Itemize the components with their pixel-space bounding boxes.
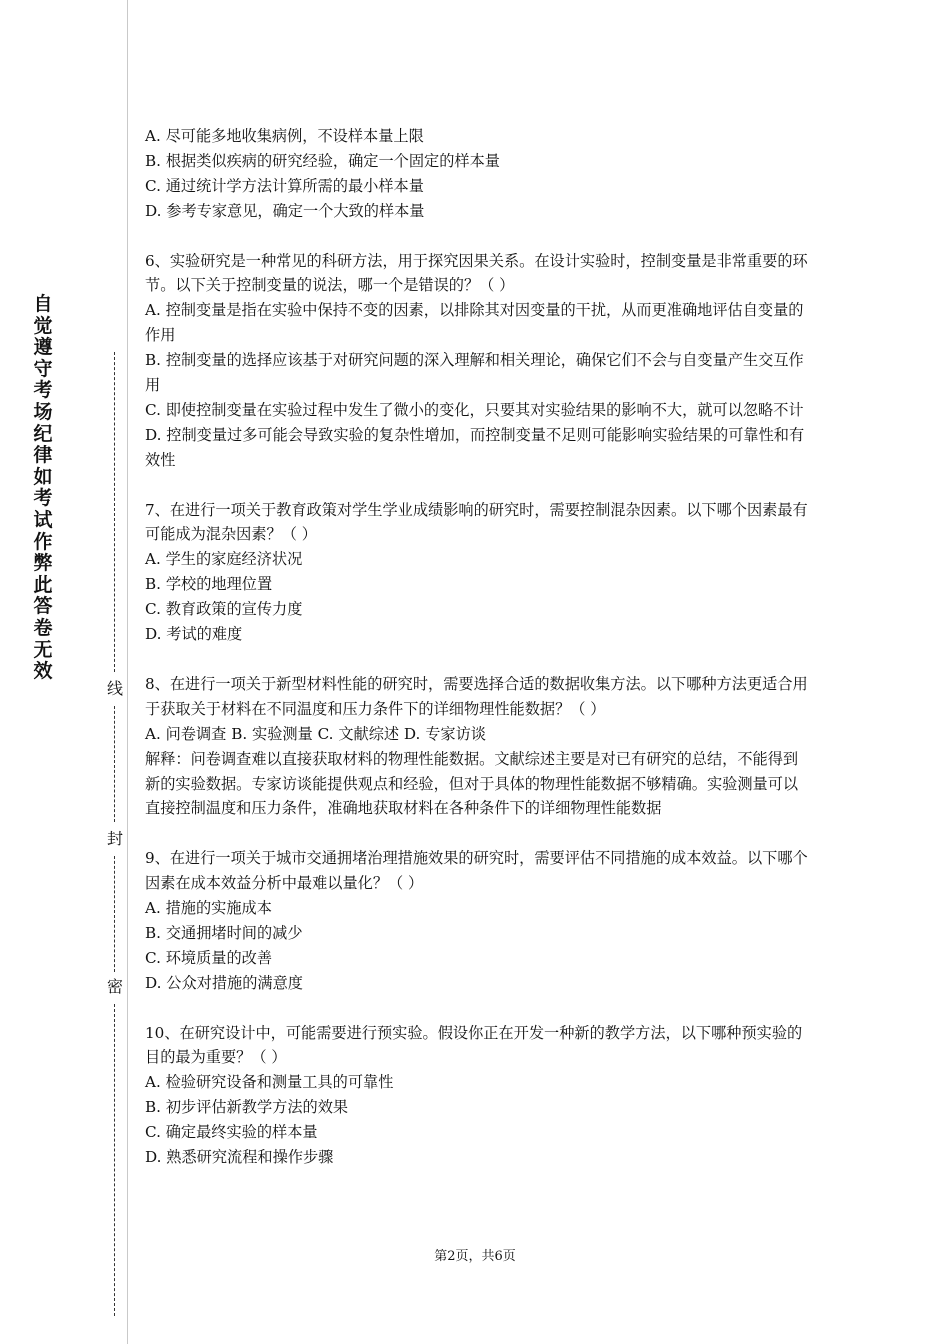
q6-option-d: D. 控制变量过多可能会导致实验的复杂性增加，而控制变量不足则可能影响实验结果的可靠性和有效性 <box>145 425 805 469</box>
question-content <box>145 124 810 1170</box>
q5-option-d: D. 参考专家意见，确定一个大致的样本量 <box>145 201 425 220</box>
binding-label-secret: 密 <box>106 977 123 996</box>
q5-option-c: C. 通过统计学方法计算所需的最小样本量 <box>145 176 424 195</box>
binding-dashed-line <box>114 352 115 672</box>
q7-stem: 7、在进行一项关于教育政策对学生学业成绩影响的研究时，需要控制混杂因素。以下哪个因素最有可能成为混杂因素？（ ） <box>145 500 808 544</box>
q9-option-a: A. 措施的实施成本 <box>145 899 272 918</box>
q10-stem: 10、在研究设计中，可能需要进行预实验。假设你正在开发一种新的教学方法，以下哪种预实验的目的最为重要？（ ） <box>145 1023 803 1067</box>
q5-option-b: B. 根据类似疾病的研究经验，确定一个固定的样本量 <box>145 151 500 170</box>
q7-option-a: A. 学生的家庭经济状况 <box>145 550 303 569</box>
q9-option-c: C. 环境质量的改善 <box>145 948 273 967</box>
q6-option-b: B. 控制变量的选择应该基于对研究问题的深入理解和相关理论，确保它们不会与自变量产生交互作用 <box>145 351 804 395</box>
page-number-footer: 第2页，共6页 <box>434 1249 516 1264</box>
q8-stem: 8、在进行一项关于新型材料性能的研究时，需要选择合适的数据收集方法。以下哪种方法更适合用于获取关于材料在不同温度和压力条件下的详细物理性能数据？（ ） <box>145 674 808 718</box>
page-margin-rule <box>127 0 128 1344</box>
q9-stem: 9、在进行一项关于城市交通拥堵治理措施效果的研究时，需要评估不同措施的成本效益。以下哪个因素在成本效益分析中最难以量化？（ ） <box>145 849 808 893</box>
binding-dashed-line <box>114 856 115 972</box>
q8-explanation: 解释：问卷调查难以直接获取材料的物理性能数据。文献综述主要是对已有研究的总结，不能得到新的实验数据。专家访谈能提供观点和经验，但对于具体的物理性能数据不够精确。实验测量可以直接控制温度和压力条件，准确地获取材料在各种条件下的详细物理性能数据 <box>145 749 799 818</box>
binding-label-seal: 封 <box>106 829 123 848</box>
binding-dashed-line <box>114 706 115 822</box>
q6-option-c: C. 即使控制变量在实验过程中发生了微小的变化，只要其对实验结果的影响不大，就可以忽略不计 <box>145 400 804 419</box>
q5-option-a: A. 尽可能多地收集病例，不设样本量上限 <box>145 127 424 145</box>
q8-options: A. 问卷调查 B. 实验测量 C. 文献综述 D. 专家访谈 <box>145 724 486 743</box>
q9-option-d: D. 公众对措施的满意度 <box>145 973 303 992</box>
q7-option-d: D. 考试的难度 <box>145 625 243 644</box>
q6-option-a: A. 控制变量是指在实验中保持不变的因素，以排除其对因变量的干扰，从而更准确地评估自变量的作用 <box>145 301 804 345</box>
q7-option-b: B. 学校的地理位置 <box>145 575 273 594</box>
binding-label-line: 线 <box>106 679 123 698</box>
q6-stem: 6、实验研究是一种常见的科研方法，用于探究因果关系。在设计实验时，控制变量是非常重要的环节。以下关于控制变量的说法，哪一个是错误的？（ ） <box>145 251 808 295</box>
q9-option-b: B. 交通拥堵时间的减少 <box>145 923 303 942</box>
q10-option-b: B. 初步评估新教学方法的效果 <box>145 1098 349 1117</box>
q10-option-a: A. 检验研究设备和测量工具的可靠性 <box>145 1073 394 1092</box>
q10-option-d: D. 熟悉研究流程和操作步骤 <box>145 1148 334 1167</box>
q10-option-c: C. 确定最终实验的样本量 <box>145 1123 318 1142</box>
exam-discipline-notice: 自觉遵守考场纪律如考试作弊此答卷无效 <box>33 293 53 683</box>
binding-dashed-line <box>114 1004 115 1316</box>
q7-option-c: C. 教育政策的宣传力度 <box>145 600 303 619</box>
